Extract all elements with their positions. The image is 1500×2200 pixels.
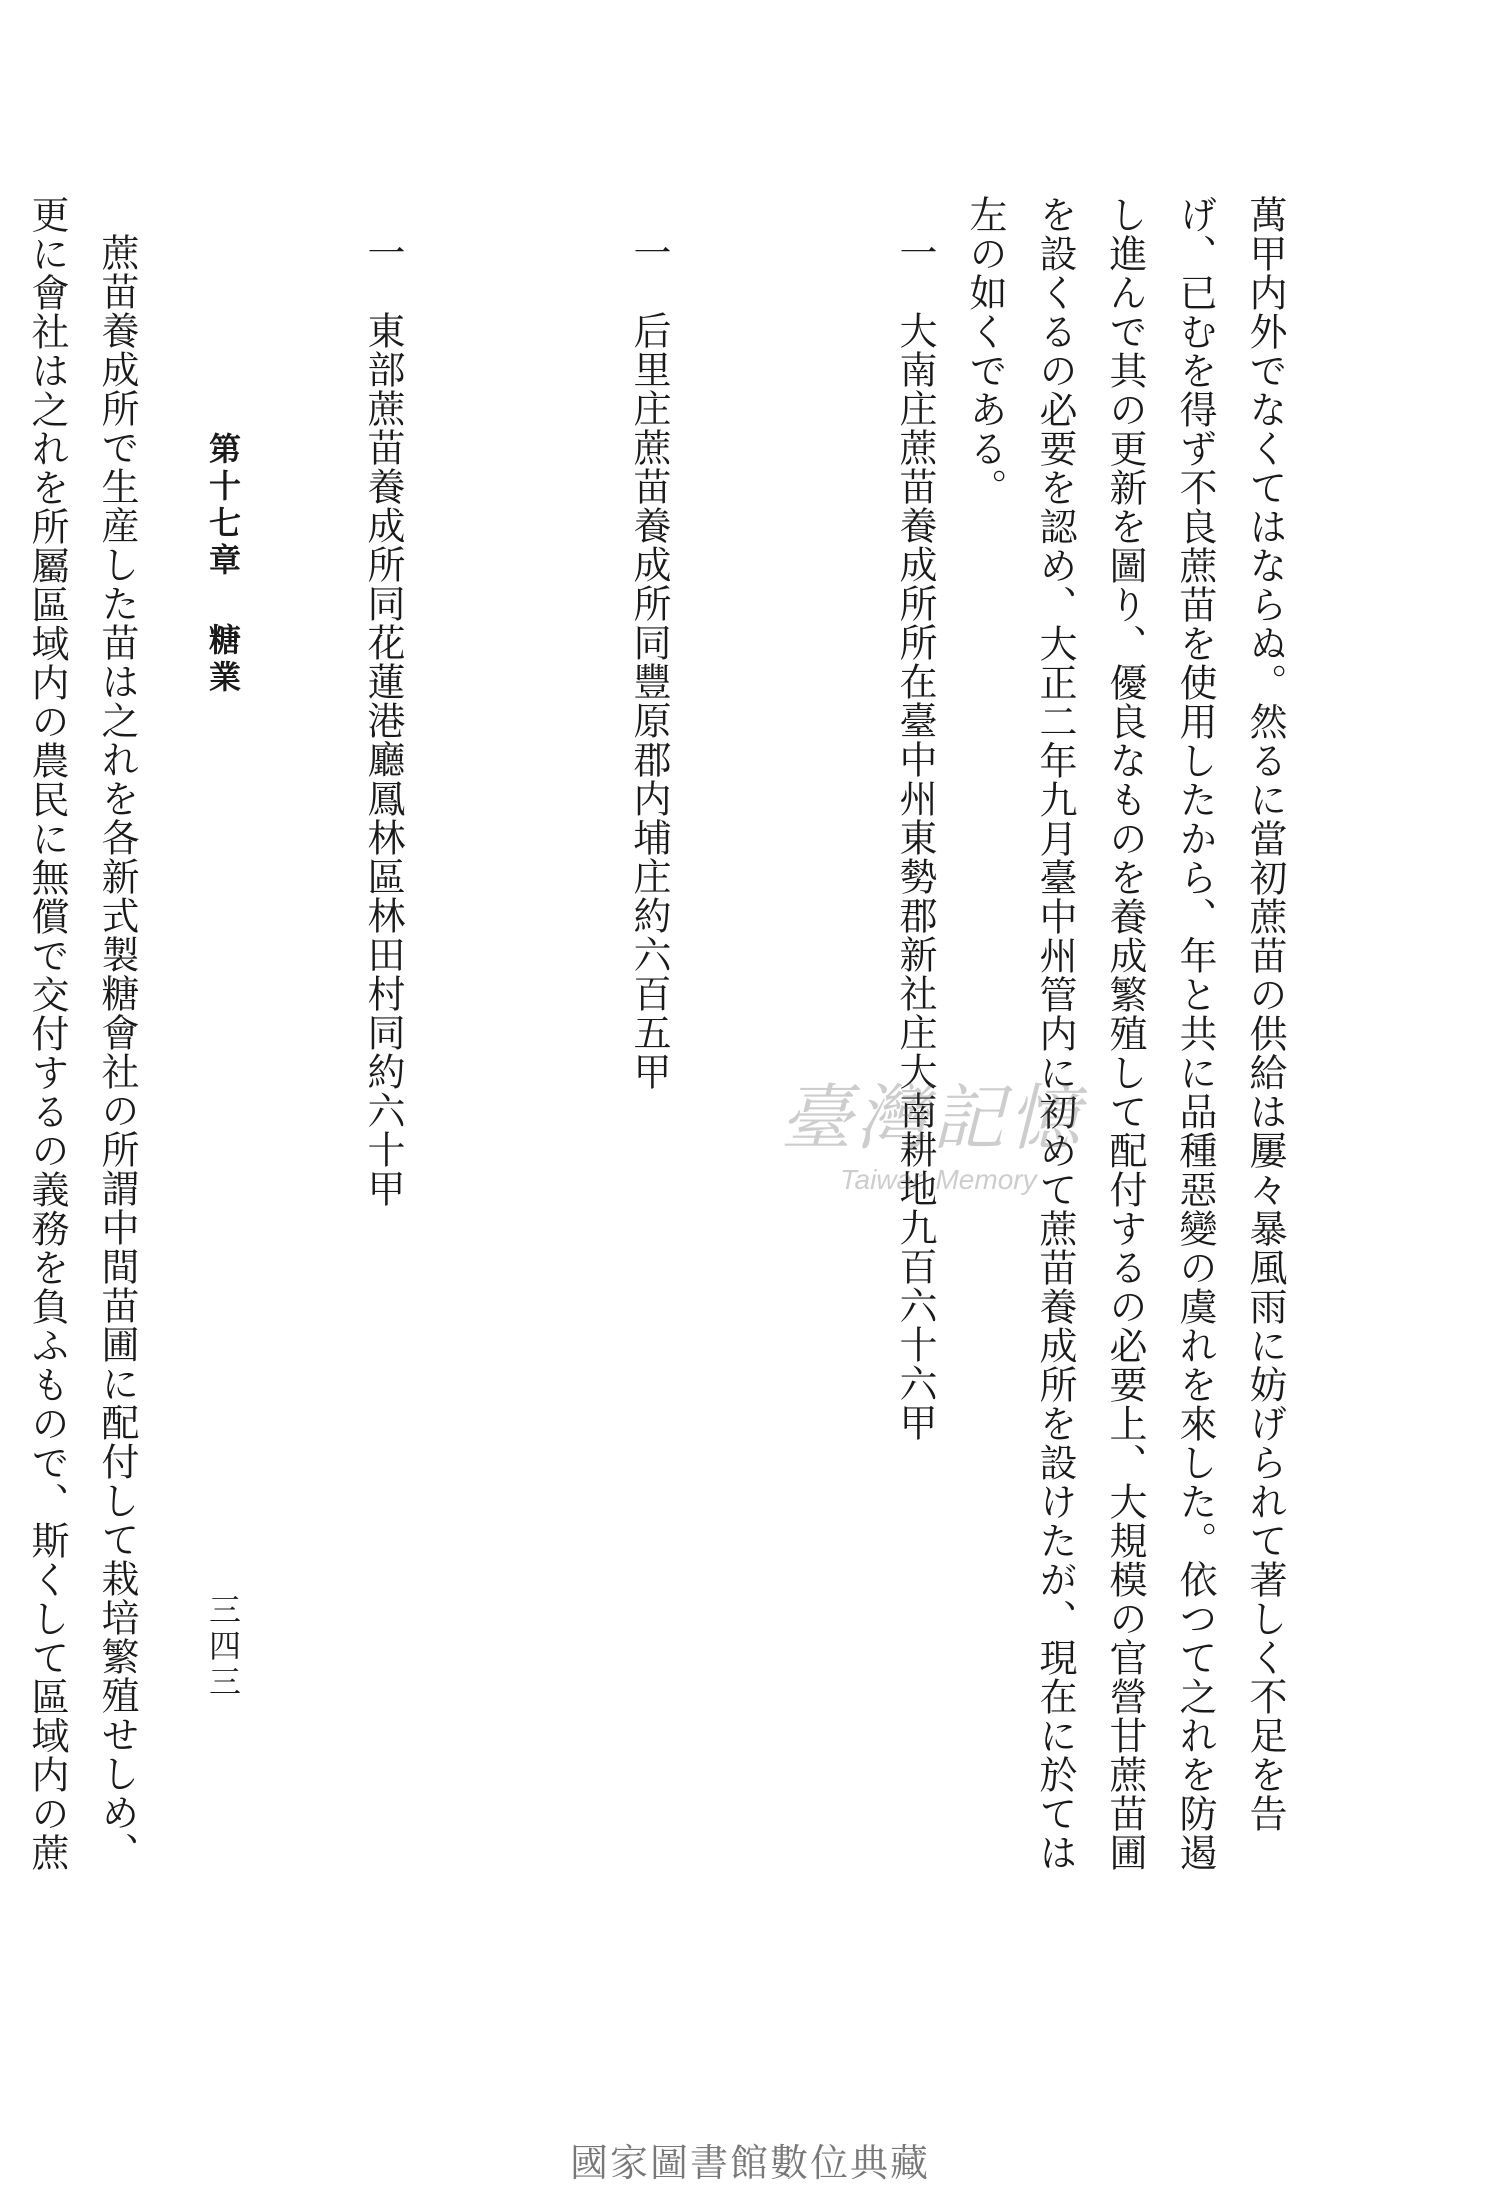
text-line: 二年九月臺中州管内に初めて蔗苗養成所を設けたが、現在に於ては左の如くである。: [963, 195, 1077, 1872]
nursery-name: 后里庄蔗苗養成所: [627, 311, 671, 623]
nursery-location-label: 所在: [893, 623, 937, 701]
text-line: 萬甲内外でなくてはならぬ。然るに當初蔗苗の供給は屢々暴風雨に妨げられて著しく不足を告げ、已むを: [1173, 195, 1287, 1833]
nursery-location-label: 同: [627, 623, 671, 662]
list-bullet: 一: [893, 233, 937, 272]
list-bullet: 一: [361, 233, 405, 272]
paragraph-2: [0, 195, 152, 1895]
text-line: 蔗苗養成所で生産した苗は之れを各新式製糖會社の所謂中間苗圃に配付して栽培繁殖せしめ、更に會社: [25, 195, 139, 1871]
text-line: 得ず不良蔗苗を使用したから、年と共に品種惡變の虞れを來した。依つて之れを防遏し進んで其の更新を: [1103, 195, 1217, 1872]
nursery-item: [418, 195, 684, 1895]
page-number: 三四三: [204, 1593, 242, 1701]
text-line: は之れを所屬區域内の農民に無償で交付するの義務を負ふもので、斯くして區域内の蔗: [25, 351, 69, 1872]
nursery-item: [684, 195, 950, 1895]
nursery-place: 臺中州東勢郡新社庄大南耕地九百六十六甲: [893, 701, 937, 1442]
nursery-name: 東部蔗苗養成所: [361, 311, 405, 584]
nursery-place: 豐原郡内埔庄約六百五甲: [627, 662, 671, 1091]
nursery-place: 花蓮港廳鳳林區林田村同約六十甲: [361, 623, 405, 1208]
watermark-english: Taiwan Memory: [840, 1164, 1037, 1195]
nursery-name: 大南庄蔗苗養成所: [893, 311, 937, 623]
paragraph-1: [950, 195, 1300, 1895]
text-line: 圖り、優良なものを養成繁殖して配付するの必要上、大規模の官營甘蔗苗圃を設くるの必要を認め、大正: [1033, 195, 1147, 1872]
watermark-chinese: 臺灣記憶: [780, 1076, 1085, 1160]
running-head: 第十七章 糖業: [204, 432, 242, 697]
nursery-item: [152, 195, 418, 1895]
archive-footer: 國家圖書館數位典藏: [569, 2141, 930, 2185]
nursery-location-label: 同: [361, 584, 405, 623]
list-bullet: 一: [627, 233, 671, 272]
